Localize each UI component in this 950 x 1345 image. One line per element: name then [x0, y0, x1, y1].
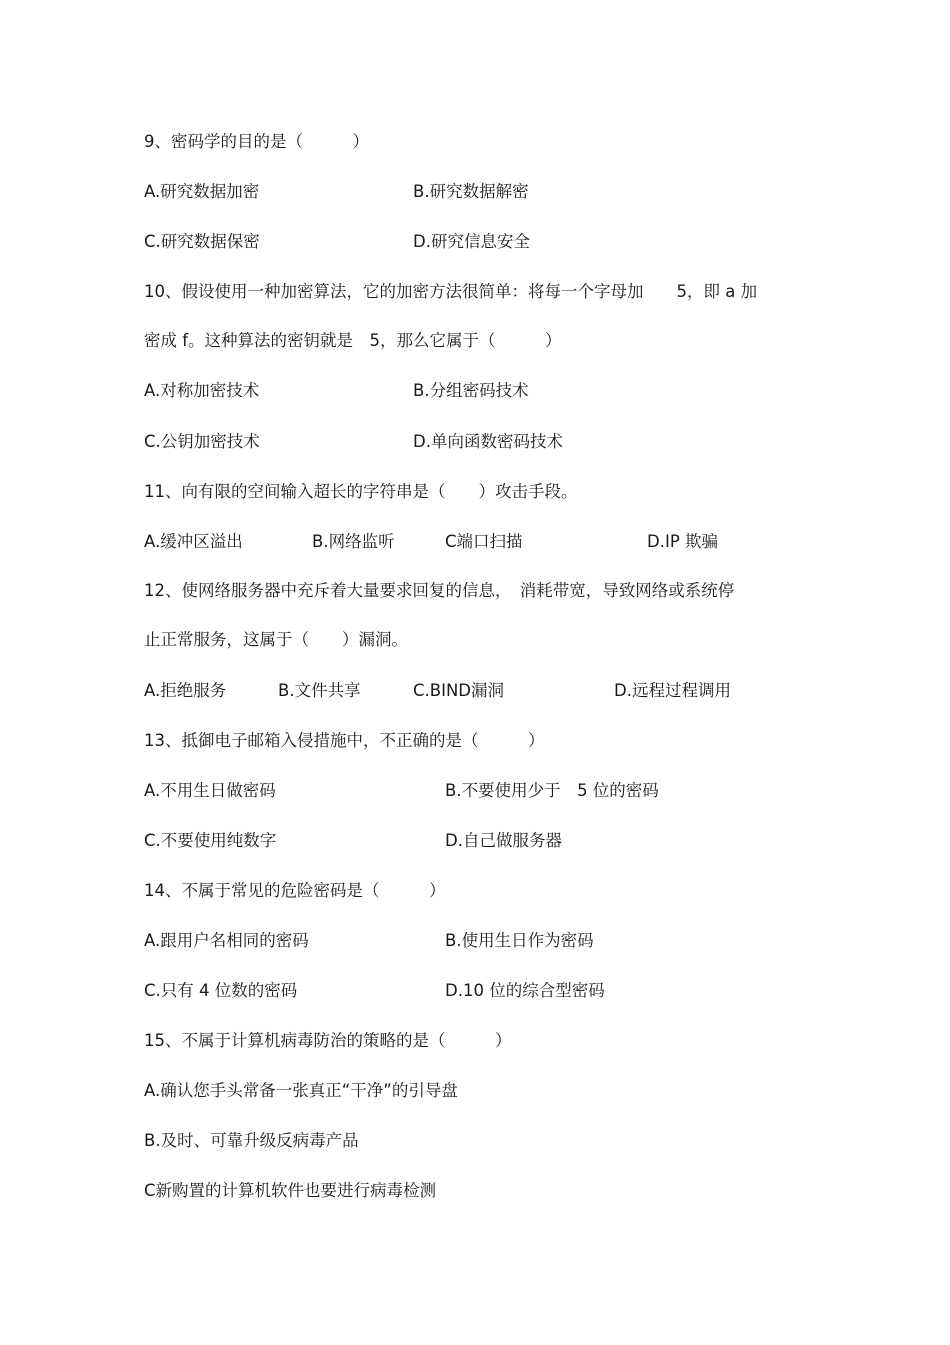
question-13-option-c: C.不要使用纯数字: [144, 831, 277, 850]
question-11-option-b: B.网络监听: [312, 532, 395, 551]
question-15-option-a: A.确认您手头常备一张真正“干净”的引导盘: [144, 1081, 458, 1100]
question-11-stem: 11、向有限的空间输入超长的字符串是（ ）攻击手段。: [144, 482, 578, 501]
question-9-option-c: C.研究数据保密: [144, 232, 260, 251]
question-14-option-b: B.使用生日作为密码: [445, 931, 594, 950]
question-9-option-d: D.研究信息安全: [413, 232, 530, 251]
question-10-option-c: C.公钥加密技术: [144, 432, 260, 451]
question-14-option-c: C.只有 4 位数的密码: [144, 981, 298, 1000]
question-13-option-d: D.自己做服务器: [445, 831, 562, 850]
question-10-stem-line-2: 密成 f。这种算法的密钥就是 5，那么它属于（ ）: [144, 331, 562, 350]
question-10-stem-line-1: 10、假设使用一种加密算法，它的加密方法很简单：将每一个字母加 5，即 a 加: [144, 282, 758, 301]
question-9-stem: 9、密码学的目的是（ ）: [144, 132, 369, 151]
question-13-option-b: B.不要使用少于 5 位的密码: [445, 781, 659, 800]
question-10-option-b: B.分组密码技术: [413, 381, 529, 400]
question-12-option-c: C.BIND漏洞: [413, 681, 504, 700]
question-11-option-a: A.缓冲区溢出: [144, 532, 243, 551]
question-10-option-d: D.单向函数密码技术: [413, 432, 563, 451]
question-14-stem: 14、不属于常见的危险密码是（ ）: [144, 881, 446, 900]
question-9-option-a: A.研究数据加密: [144, 182, 260, 201]
question-11-option-d: D.IP 欺骗: [647, 532, 719, 551]
question-15-option-b: B.及时、可靠升级反病毒产品: [144, 1131, 359, 1150]
question-12-option-d: D.远程过程调用: [614, 681, 731, 700]
question-12-option-b: B.文件共享: [278, 681, 361, 700]
question-14-option-a: A.跟用户名相同的密码: [144, 931, 309, 950]
question-15-stem: 15、不属于计算机病毒防治的策略的是（ ）: [144, 1031, 512, 1050]
question-11-option-c: C端口扫描: [445, 532, 523, 551]
question-13-stem: 13、抵御电子邮箱入侵措施中，不正确的是（ ）: [144, 731, 545, 750]
question-12-option-a: A.拒绝服务: [144, 681, 227, 700]
question-15-option-c: C新购置的计算机软件也要进行病毒检测: [144, 1181, 437, 1200]
question-14-option-d: D.10 位的综合型密码: [445, 981, 605, 1000]
question-9-option-b: B.研究数据解密: [413, 182, 529, 201]
question-10-option-a: A.对称加密技术: [144, 381, 260, 400]
question-12-stem-line-1: 12、使网络服务器中充斥着大量要求回复的信息， 消耗带宽，导致网络或系统停: [144, 581, 735, 600]
question-12-stem-line-2: 止正常服务，这属于（ ）漏洞。: [144, 630, 408, 649]
question-13-option-a: A.不用生日做密码: [144, 781, 276, 800]
